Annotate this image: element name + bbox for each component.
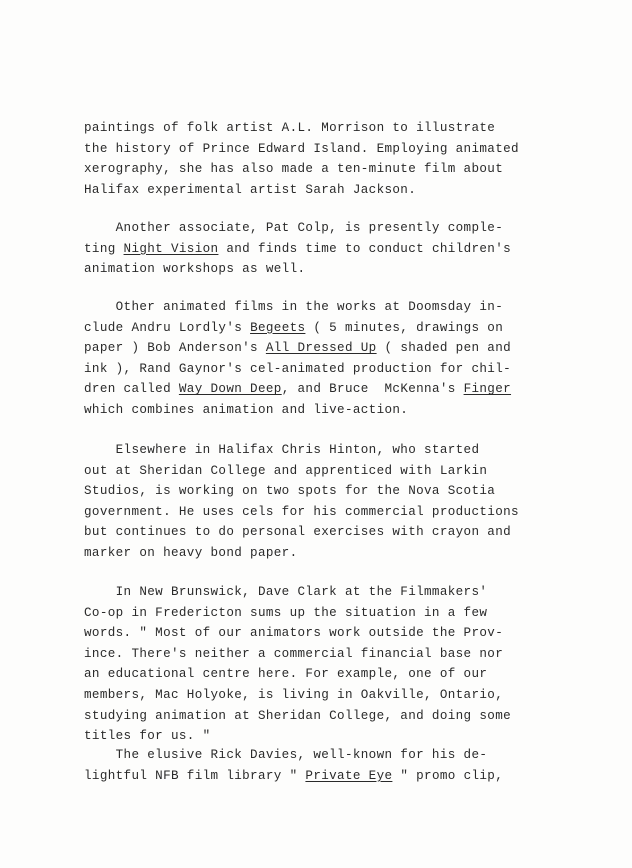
text-line bbox=[84, 139, 519, 159]
text-run: members, Mac Holyoke, is living in Oakville, Ontario, bbox=[84, 688, 504, 702]
text-line bbox=[84, 159, 503, 179]
text-run: ink ), Rand Gaynor's cel-animated production for chil- bbox=[84, 361, 512, 376]
text-line bbox=[84, 400, 408, 420]
text-line bbox=[84, 543, 298, 563]
text-run: words. " Most of our animators work outside the Prov- bbox=[84, 626, 504, 641]
text-run: ( shaded pen and bbox=[376, 341, 512, 356]
text-line bbox=[84, 582, 487, 602]
text-run: titles for us. " bbox=[84, 729, 211, 744]
text-run: Another associate, Pat Colp, is presently comple- bbox=[84, 221, 504, 235]
text-run: The elusive Rick Davies, well-known for his de- bbox=[84, 748, 488, 762]
text-run: government. He uses cels for his commercial productions bbox=[84, 504, 519, 519]
text-run: studying animation at Sheridan College, and doing some bbox=[84, 708, 512, 723]
film-title: Private Eye bbox=[305, 768, 393, 783]
text-run: In New Brunswick, Dave Clark at the Filmmakers' bbox=[84, 585, 488, 599]
text-run: and finds time to conduct children's bbox=[218, 241, 512, 256]
text-line bbox=[84, 726, 211, 746]
text-run: clude Andru Lordly's bbox=[84, 320, 251, 335]
text-run: animation workshops as well. bbox=[84, 262, 306, 277]
text-line bbox=[84, 603, 487, 623]
text-line bbox=[84, 664, 487, 684]
text-run: an educational centre here. For example, one of our bbox=[84, 667, 488, 682]
text-run: paintings of folk artist A.L. Morrison to illustrate bbox=[84, 121, 496, 135]
text-line bbox=[84, 297, 503, 317]
text-run: Halifax experimental artist Sarah Jackson. bbox=[84, 182, 417, 197]
text-line bbox=[84, 318, 503, 338]
text-run: Studios, is working on two spots for the Nova Scotia bbox=[84, 484, 496, 499]
text-run: ince. There's neither a commercial financial base nor bbox=[84, 646, 504, 661]
text-line bbox=[84, 481, 495, 501]
text-line bbox=[84, 239, 511, 259]
text-line bbox=[84, 502, 519, 522]
text-run: dren called bbox=[84, 382, 179, 397]
text-line bbox=[84, 218, 503, 238]
text-line bbox=[84, 745, 487, 765]
text-run: the history of Prince Edward Island. Employing animated bbox=[84, 141, 519, 156]
film-title: Finger bbox=[463, 382, 512, 397]
text-line bbox=[84, 118, 495, 138]
film-title: Night Vision bbox=[123, 241, 219, 256]
text-line bbox=[84, 180, 416, 200]
text-line bbox=[84, 359, 511, 379]
text-line bbox=[84, 766, 503, 786]
film-title: Begeets bbox=[250, 320, 306, 335]
film-title: All Dressed Up bbox=[265, 341, 377, 356]
text-run: ting bbox=[84, 241, 124, 256]
text-line bbox=[84, 623, 503, 643]
text-line bbox=[84, 644, 503, 664]
text-line bbox=[84, 522, 511, 542]
text-run: , and Bruce McKenna's bbox=[281, 382, 464, 397]
film-title: Way Down Deep bbox=[178, 382, 282, 397]
text-run: which combines animation and live-action. bbox=[84, 403, 409, 417]
text-run: out at Sheridan College and apprenticed with Larkin bbox=[84, 463, 488, 478]
text-line bbox=[84, 685, 503, 705]
text-run: Other animated films in the works at Doomsday in- bbox=[84, 300, 504, 314]
text-run: lightful NFB film library " bbox=[84, 768, 306, 783]
text-line bbox=[84, 440, 479, 460]
text-run: marker on heavy bond paper. bbox=[84, 546, 298, 560]
text-run: but continues to do personal exercises with crayon and bbox=[84, 525, 512, 540]
text-run: Elsewhere in Halifax Chris Hinton, who started bbox=[84, 443, 480, 457]
text-line bbox=[84, 338, 511, 358]
text-line bbox=[84, 706, 511, 726]
text-run: ( 5 minutes, drawings on bbox=[305, 320, 504, 335]
text-line bbox=[84, 461, 487, 481]
text-run: Co-op in Fredericton sums up the situation in a few bbox=[84, 605, 488, 620]
text-line bbox=[84, 379, 511, 399]
text-run: paper ) Bob Anderson's bbox=[84, 341, 266, 356]
text-run: xerography, she has also made a ten-minute film about bbox=[84, 162, 504, 177]
text-run: " promo clip, bbox=[392, 768, 504, 783]
text-line bbox=[84, 259, 305, 279]
